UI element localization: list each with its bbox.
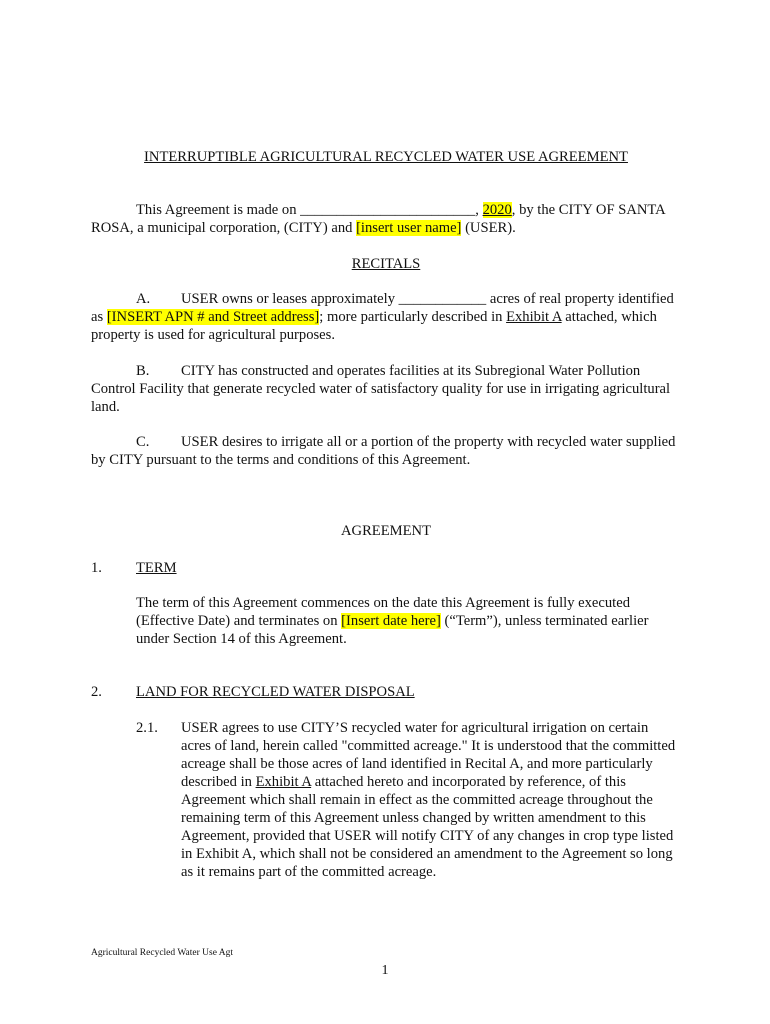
agreement-heading-text: AGREEMENT bbox=[341, 523, 431, 539]
recital-c-letter: C. bbox=[136, 434, 150, 450]
recital-a-text-1: USER owns or leases approximately ____________ acres of real property identified as bbox=[91, 291, 674, 325]
section-2-number: 2. bbox=[91, 684, 102, 700]
section-1-text-2: (“Term”), unless terminated earlier under Section 14 of this Agreement. bbox=[136, 613, 649, 647]
intro-text-2: , bbox=[475, 202, 483, 218]
intro-paragraph bbox=[91, 201, 681, 237]
section-1-text-1: The term of this Agreement commences on the date this Agreement is fully executed (Effective Date) and terminates on bbox=[136, 595, 631, 629]
recital-c bbox=[91, 433, 681, 469]
recital-c-text: USER desires to irrigate all or a portion of the property with recycled water supplied by CITY pursuant to the terms and conditions of this Agreement. bbox=[91, 434, 676, 468]
title-text: INTERRUPTIBLE AGRICULTURAL RECYCLED WATER USE AGREEMENT bbox=[144, 149, 628, 165]
page-number: 1 bbox=[381, 963, 389, 978]
intro-text-4: (USER). bbox=[461, 220, 516, 236]
date-blank: ________________________ bbox=[300, 202, 476, 218]
section-1-title: TERM bbox=[136, 560, 177, 576]
recitals-heading bbox=[91, 255, 681, 273]
subsection-2-1-text-2: attached hereto and incorporated by reference, of this Agreement which shall remain in effect as the committed acreage throughout the remaining term of this Agreement unless changed by written amendment to this Agreement, provided that USER will notify CITY of any changes in crop type listed in Exhibit A, which shall not be considered an amendment to the Agreement so long as it remains part of the committed acreage. bbox=[181, 774, 674, 880]
subsection-2-1-body bbox=[181, 719, 681, 881]
recital-b bbox=[91, 362, 681, 416]
recital-a-text-3: attached, which property is used for agricultural purposes. bbox=[91, 309, 657, 343]
subsection-2-1-number: 2.1. bbox=[136, 720, 158, 736]
date-highlight: [Insert date here] bbox=[341, 613, 441, 629]
user-name-highlight: [insert user name] bbox=[356, 220, 462, 236]
recitals-heading-text: RECITALS bbox=[351, 256, 421, 272]
year-highlight: 2020 bbox=[482, 202, 512, 218]
intro-text-3: , by the CITY OF SANTA ROSA, a municipal corporation, (CITY) and bbox=[91, 202, 665, 236]
recital-b-text: CITY has constructed and operates facilities at its Subregional Water Pollution Control Facility that generate recycled water of satisfactory quality for use in irrigating agricultural land. bbox=[91, 363, 671, 415]
section-2-title: LAND FOR RECYCLED WATER DISPOSAL bbox=[136, 684, 415, 700]
document-title bbox=[91, 148, 681, 166]
recital-a bbox=[91, 290, 681, 344]
recital-a-letter: A. bbox=[136, 291, 151, 307]
recital-a-text-2: ; more particularly described in bbox=[319, 309, 507, 325]
apn-highlight: [INSERT APN # and Street address] bbox=[106, 309, 320, 325]
subsection-2-1-text-1: USER agrees to use CITY’S recycled water for agricultural irrigation on certain acres of land, herein called "committed acreage." It is understood that the committed acreage shall be those acres of land identified in Recital A, and more particularly described in bbox=[181, 720, 676, 790]
section-1-body bbox=[136, 594, 681, 648]
footer-label: Agricultural Recycled Water Use Agt bbox=[91, 948, 234, 958]
intro-text-1: This Agreement is made on bbox=[136, 202, 301, 218]
agreement-heading bbox=[91, 522, 681, 540]
exhibit-a-link: Exhibit A bbox=[506, 309, 562, 325]
exhibit-a-link-2: Exhibit A bbox=[255, 774, 312, 790]
recital-b-letter: B. bbox=[136, 363, 150, 379]
section-1-number: 1. bbox=[91, 560, 102, 576]
